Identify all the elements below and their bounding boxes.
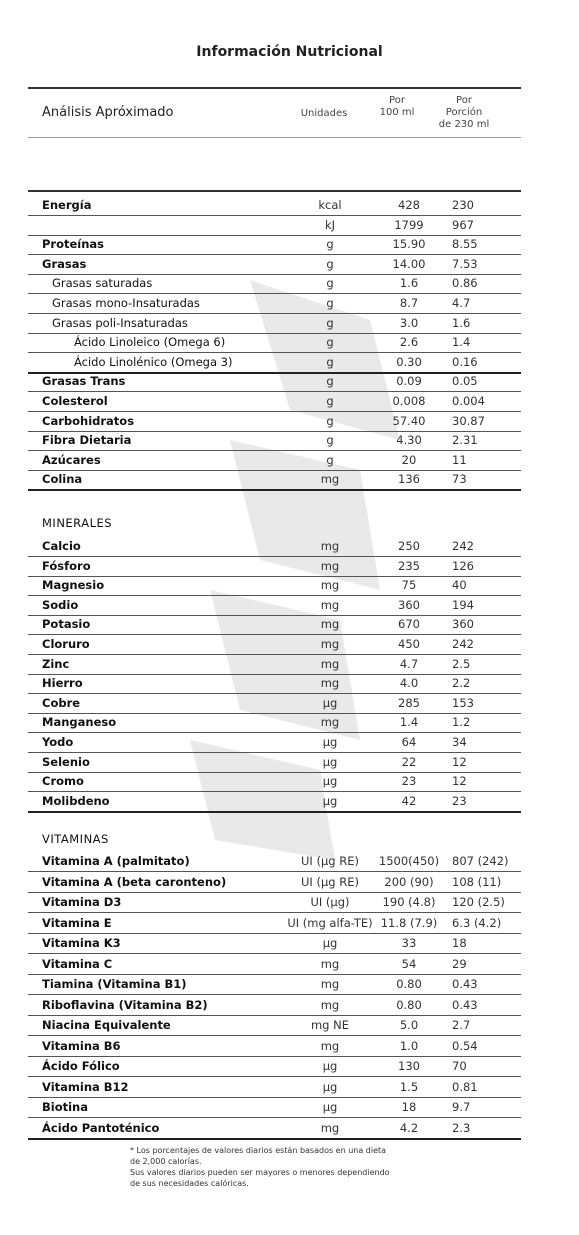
value-per-portion: 0.81 — [452, 1080, 478, 1094]
nutrient-unit: g — [326, 453, 334, 467]
value-per-100ml: 5.0 — [399, 1018, 419, 1032]
value-per-portion: 6.3 (4.2) — [452, 916, 502, 930]
nutrient-name: Colina — [42, 472, 83, 486]
table-row — [28, 1015, 521, 1036]
value-per-portion: 967 — [452, 218, 474, 232]
value-per-portion: 12 — [452, 774, 467, 788]
table-row — [28, 332, 521, 353]
per100-header — [372, 95, 422, 119]
nutrient-unit: µg — [322, 774, 338, 788]
nutrient-unit: mg — [320, 676, 340, 690]
nutrient-unit: UI (mg alfa-TE) — [287, 916, 373, 930]
value-per-100ml: 22 — [401, 755, 417, 769]
value-per-100ml: 130 — [398, 1059, 420, 1073]
per100-line2: 100 ml — [379, 107, 415, 118]
page-title: Información Nutricional — [196, 44, 383, 60]
nutrient-name: Manganeso — [42, 715, 117, 729]
nutrient-name: Selenio — [42, 755, 90, 769]
per100-line1: Por — [389, 95, 405, 106]
nutrient-name: Tiamina (Vitamina B1) — [42, 977, 187, 991]
value-per-100ml: 4.7 — [399, 657, 419, 671]
table-row — [28, 673, 521, 694]
value-per-portion: 108 (11) — [452, 875, 502, 889]
value-per-portion: 8.55 — [452, 237, 478, 251]
value-per-portion: 194 — [452, 598, 474, 612]
value-per-portion: 2.2 — [452, 676, 471, 690]
vitamins-section-title: VITAMINAS — [42, 832, 109, 846]
nutrient-name: Hierro — [42, 676, 83, 690]
nutrient-unit: mg — [320, 977, 340, 991]
minerals-section-title: MINERALES — [42, 516, 113, 530]
value-per-portion: 0.16 — [452, 355, 478, 369]
table-row — [28, 234, 521, 255]
value-per-portion: 230 — [452, 198, 474, 212]
nutrient-unit: mg NE — [310, 1018, 350, 1032]
footnote-line3: Sus valores diarios pueden ser mayores o menores dependiendo — [130, 1168, 390, 1177]
nutrient-unit: µg — [322, 794, 338, 808]
value-per-100ml: 250 — [398, 539, 420, 553]
value-per-portion: 40 — [452, 578, 467, 592]
value-per-portion: 29 — [452, 957, 467, 971]
value-per-100ml: 75 — [401, 578, 417, 592]
nutrient-unit: mg — [320, 1121, 340, 1135]
nutrient-name: Ácido Fólico — [42, 1059, 120, 1073]
nutrient-name: Magnesio — [42, 578, 105, 592]
value-per-portion: 9.7 — [452, 1100, 471, 1114]
nutrient-unit: mg — [320, 957, 340, 971]
table-row — [28, 215, 521, 236]
table-row — [28, 851, 521, 872]
value-per-100ml: 18 — [401, 1100, 417, 1114]
value-per-100ml: 4.2 — [399, 1121, 419, 1135]
nutrient-unit: g — [326, 237, 334, 251]
nutrients-top-rule — [28, 190, 521, 192]
footnote-line1: * Los porcentajes de valores diarios están basados en una dieta — [130, 1146, 387, 1155]
value-per-100ml: 8.7 — [399, 296, 419, 310]
portion-line1: Por — [456, 95, 472, 106]
nutrient-unit: µg — [322, 936, 338, 950]
nutrient-name: Biotina — [42, 1100, 88, 1114]
value-per-100ml: 23 — [401, 774, 417, 788]
value-per-portion: 242 — [452, 637, 474, 651]
nutrient-unit: mg — [320, 617, 340, 631]
nutrient-unit: g — [326, 316, 334, 330]
nutrient-name: Vitamina K3 — [42, 936, 121, 950]
units-header: Unidades — [300, 108, 348, 119]
value-per-portion: 1.2 — [452, 715, 471, 729]
nutrient-unit: g — [326, 257, 334, 271]
value-per-portion: 7.53 — [452, 257, 478, 271]
nutrient-name: Vitamina C — [42, 957, 113, 971]
nutrient-unit: mg — [320, 657, 340, 671]
nutrient-unit: µg — [322, 1080, 338, 1094]
nutrient-name: Calcio — [42, 539, 81, 553]
nutrient-unit: mg — [320, 559, 340, 573]
value-per-portion: 30.87 — [452, 414, 485, 428]
nutrient-unit: g — [326, 296, 334, 310]
nutrient-name: Ácido Linolénico (Omega 3) — [74, 355, 233, 369]
table-row — [28, 273, 521, 294]
portion-line3: de 230 ml — [438, 119, 490, 130]
nutrient-unit: mg — [320, 715, 340, 729]
value-per-100ml: 190 (4.8) — [382, 895, 436, 909]
nutrient-unit: mg — [320, 637, 340, 651]
nutrient-unit: g — [326, 414, 334, 428]
value-per-100ml: 11.8 (7.9) — [380, 916, 438, 930]
nutrient-name: Energía — [42, 198, 92, 212]
nutrient-name: Colesterol — [42, 394, 108, 408]
nutrient-unit: g — [326, 433, 334, 447]
value-per-portion: 4.7 — [452, 296, 471, 310]
nutrient-name: Fósforo — [42, 559, 91, 573]
table-row — [28, 771, 521, 792]
value-per-portion: 2.31 — [452, 433, 478, 447]
value-per-portion: 242 — [452, 539, 474, 553]
value-per-portion: 0.43 — [452, 998, 478, 1012]
value-per-portion: 70 — [452, 1059, 467, 1073]
value-per-100ml: 4.0 — [399, 676, 419, 690]
value-per-100ml: 285 — [398, 696, 420, 710]
value-per-100ml: 20 — [401, 453, 417, 467]
header-bottom-rule — [28, 137, 521, 138]
value-per-100ml: 136 — [398, 472, 420, 486]
table-row — [28, 293, 521, 314]
nutrient-unit: UI (µg RE) — [301, 854, 359, 868]
nutrient-unit: µg — [322, 1059, 338, 1073]
table-row — [28, 371, 521, 392]
value-per-100ml: 1.5 — [399, 1080, 419, 1094]
nutrient-name: Vitamina D3 — [42, 895, 122, 909]
nutrient-name: Grasas — [42, 257, 87, 271]
value-per-100ml: 1.6 — [399, 276, 419, 290]
table-row — [28, 575, 521, 596]
nutrient-name: Ácido Linoleico (Omega 6) — [74, 335, 226, 349]
table-row — [28, 974, 521, 995]
value-per-portion: 1.4 — [452, 335, 471, 349]
nutrient-unit: mg — [320, 472, 340, 486]
value-per-100ml: 14.00 — [392, 257, 426, 271]
table-row — [28, 430, 521, 451]
nutrient-name: Niacina Equivalente — [42, 1018, 171, 1032]
value-per-100ml: 57.40 — [392, 414, 426, 428]
value-per-100ml: 64 — [401, 735, 417, 749]
nutrient-name: Carbohidratos — [42, 414, 135, 428]
value-per-100ml: 670 — [398, 617, 420, 631]
value-per-portion: 34 — [452, 735, 467, 749]
nutrient-name: Grasas mono-Insaturadas — [52, 296, 200, 310]
nutrient-name: Grasas saturadas — [52, 276, 153, 290]
value-per-100ml: 428 — [398, 198, 420, 212]
table-row — [28, 254, 521, 275]
value-per-100ml: 2.6 — [399, 335, 419, 349]
value-per-portion: 2.3 — [452, 1121, 471, 1135]
table-row — [28, 536, 521, 557]
header-top-rule — [28, 87, 521, 89]
value-per-100ml: 1799 — [394, 218, 424, 232]
value-per-100ml: 1500(450) — [378, 854, 440, 868]
value-per-100ml: 235 — [398, 559, 420, 573]
value-per-100ml: 54 — [401, 957, 417, 971]
nutrient-name: Vitamina B12 — [42, 1080, 129, 1094]
nutrient-unit: g — [326, 394, 334, 408]
table-row — [28, 654, 521, 675]
value-per-100ml: 0.80 — [396, 977, 422, 991]
table-row — [28, 450, 521, 471]
table-row — [28, 595, 521, 616]
value-per-100ml: 0.09 — [396, 374, 422, 388]
nutrient-name: Grasas Trans — [42, 374, 126, 388]
table-row — [28, 732, 521, 753]
table-row — [28, 1036, 521, 1057]
value-per-portion: 2.7 — [452, 1018, 471, 1032]
footnote-line2: de 2,000 calorías. — [130, 1157, 202, 1166]
nutrient-name: Cloruro — [42, 637, 90, 651]
value-per-100ml: 0.80 — [396, 998, 422, 1012]
value-per-100ml: 0.008 — [392, 394, 426, 408]
value-per-portion: 0.43 — [452, 977, 478, 991]
value-per-portion: 0.86 — [452, 276, 478, 290]
nutrient-unit: kJ — [324, 218, 336, 232]
value-per-portion: 0.004 — [452, 394, 485, 408]
nutrient-name: Sodio — [42, 598, 79, 612]
nutrient-name: Cromo — [42, 774, 84, 788]
value-per-100ml: 4.30 — [396, 433, 422, 447]
nutrient-name: Yodo — [42, 735, 74, 749]
footnote-line4: de sus necesidades calóricas. — [130, 1179, 249, 1188]
table-row — [28, 872, 521, 893]
table-row — [28, 411, 521, 432]
table-row — [28, 469, 521, 491]
table-row — [28, 954, 521, 975]
footnote — [130, 1145, 470, 1189]
value-per-portion: 12 — [452, 755, 467, 769]
nutrient-name: Ácido Pantoténico — [42, 1121, 160, 1135]
nutrient-name: Proteínas — [42, 237, 105, 251]
table-row — [28, 1056, 521, 1077]
nutrient-name: Azúcares — [42, 453, 101, 467]
value-per-portion: 73 — [452, 472, 467, 486]
nutrient-name: Zinc — [42, 657, 70, 671]
table-row — [28, 693, 521, 714]
portion-header — [432, 95, 496, 131]
value-per-portion: 360 — [452, 617, 474, 631]
nutrient-name: Fibra Dietaria — [42, 433, 132, 447]
table-row — [28, 892, 521, 913]
nutrient-unit: mg — [320, 998, 340, 1012]
value-per-100ml: 42 — [401, 794, 417, 808]
table-row — [28, 752, 521, 773]
nutrient-unit: µg — [322, 735, 338, 749]
nutrient-unit: µg — [322, 1100, 338, 1114]
nutrient-unit: µg — [322, 755, 338, 769]
value-per-portion: 23 — [452, 794, 467, 808]
table-row — [28, 913, 521, 934]
table-row — [28, 1118, 521, 1140]
nutrient-name: Riboflavina (Vitamina B2) — [42, 998, 208, 1012]
nutrient-unit: µg — [322, 696, 338, 710]
value-per-100ml: 15.90 — [392, 237, 426, 251]
nutrient-unit: UI (µg) — [310, 895, 350, 909]
nutrient-name: Vitamina B6 — [42, 1039, 121, 1053]
table-row — [28, 1077, 521, 1098]
value-per-portion: 18 — [452, 936, 467, 950]
nutrient-unit: mg — [320, 1039, 340, 1053]
table-row — [28, 933, 521, 954]
value-per-portion: 126 — [452, 559, 474, 573]
nutrient-unit: g — [326, 335, 334, 349]
nutrient-unit: mg — [320, 598, 340, 612]
nutrient-name: Potasio — [42, 617, 91, 631]
nutrient-unit: kcal — [318, 198, 342, 212]
table-row — [28, 614, 521, 635]
value-per-portion: 11 — [452, 453, 467, 467]
value-per-100ml: 1.0 — [399, 1039, 419, 1053]
nutrient-name: Vitamina E — [42, 916, 112, 930]
nutrient-name: Molibdeno — [42, 794, 110, 808]
nutrient-unit: g — [326, 355, 334, 369]
value-per-portion: 153 — [452, 696, 474, 710]
table-row — [28, 995, 521, 1016]
table-row — [28, 712, 521, 733]
nutrient-unit: mg — [320, 539, 340, 553]
nutrient-unit: g — [326, 276, 334, 290]
portion-line2: Porción — [445, 107, 483, 118]
nutrient-name: Vitamina A (palmitato) — [42, 854, 190, 868]
value-per-100ml: 3.0 — [399, 316, 419, 330]
value-per-portion: 2.5 — [452, 657, 471, 671]
table-row — [28, 556, 521, 577]
value-per-100ml: 200 (90) — [384, 875, 434, 889]
table-row — [28, 634, 521, 655]
table-row — [28, 313, 521, 334]
value-per-100ml: 1.4 — [399, 715, 419, 729]
nutrient-unit: mg — [320, 578, 340, 592]
analysis-header: Análisis Apróximado — [42, 105, 174, 120]
value-per-portion: 807 (242) — [452, 854, 509, 868]
table-row — [28, 195, 521, 216]
nutrient-unit: g — [326, 374, 334, 388]
table-row — [28, 791, 521, 813]
nutrient-name: Vitamina A (beta caronteno) — [42, 875, 227, 889]
table-row — [28, 1097, 521, 1118]
value-per-100ml: 0.30 — [396, 355, 422, 369]
nutrient-unit: UI (µg RE) — [301, 875, 359, 889]
value-per-portion: 1.6 — [452, 316, 471, 330]
value-per-portion: 120 (2.5) — [452, 895, 505, 909]
value-per-100ml: 450 — [398, 637, 420, 651]
value-per-100ml: 360 — [398, 598, 420, 612]
value-per-100ml: 33 — [401, 936, 417, 950]
table-row — [28, 391, 521, 412]
value-per-portion: 0.05 — [452, 374, 478, 388]
nutrient-name: Grasas poli-Insaturadas — [52, 316, 188, 330]
value-per-portion: 0.54 — [452, 1039, 478, 1053]
nutrient-name: Cobre — [42, 696, 81, 710]
